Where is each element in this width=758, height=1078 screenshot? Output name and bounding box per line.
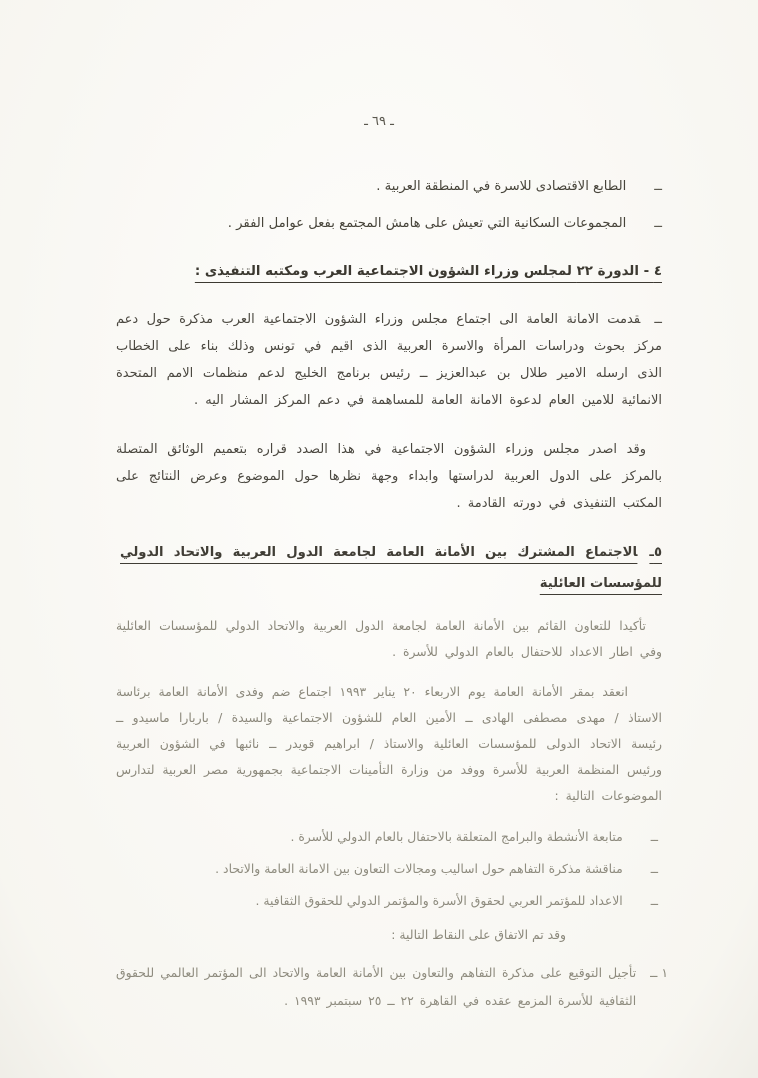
topics-list [116, 825, 658, 913]
list-item [116, 857, 658, 881]
section5-number: ٥ـ [649, 545, 662, 560]
section4-heading: ٤ - الدورة ٢٢ لمجلس وزراء الشؤون الاجتماعية العرب ومكتبه التنفيذى : [194, 264, 662, 279]
list-item-text: الطابع الاقتصادى للاسرة في المنطقة العربية . [376, 179, 627, 194]
page-content [0, 177, 758, 1015]
section4-paragraph-2: وقد اصدر مجلس وزراء الشؤون الاجتماعية في هذا الصدد قراره بتعميم الوثائق المتصلة بالمركز على الدول العربية لدراستها وابداء وجهة نظرها حول الموضوع وعرض النتائج على المكتب التنفيذى في دورته القادمة . [116, 442, 662, 511]
dash-marker: ــ [650, 829, 658, 844]
section5-heading [120, 537, 662, 599]
dash-marker: ــ [654, 179, 662, 194]
page-number: ـ ٦٩ ـ [364, 114, 394, 129]
list-item-text: الاعداد للمؤتمر العربي لحقوق الأسرة والمؤتمر الدولي للحقوق الثقافية . [255, 893, 623, 908]
point-text: تأجيل التوقيع على مذكرة التفاهم والتعاون بين الأمانة العامة والاتحاد الى المؤتمر العالمي للحقوق الثقافية للأسرة المزمع عقده في القاهرة ٢٢ ــ ٢٥ سبتمبر ١٩٩٣ . [116, 965, 637, 1008]
list-item-text: المجموعات السكانية التي تعيش على هامش المجتمع بفعل عوامل الفقر . [227, 216, 627, 231]
intro-list [116, 177, 662, 234]
list-item-text: متابعة الأنشطة والبرامج المتعلقة بالاحتفال بالعام الدولي للأسرة . [290, 829, 623, 844]
section5-heading-text: الاجتماع المشترك بين الأمانة العامة لجامعة الدول العربية والاتحاد الدولي للمؤسسات العائلية [120, 545, 662, 591]
dash-marker: ــ [650, 893, 658, 908]
numbered-point [116, 959, 668, 1015]
agreement-intro: وقد تم الاتفاق على النقاط التالية : [391, 927, 566, 942]
dash-marker: ــ [654, 216, 662, 231]
section4-paragraph-1 [116, 306, 662, 414]
dash-marker: ــ [650, 861, 658, 876]
section5-body [116, 613, 668, 1015]
section5-paragraph-1: تأكيدا للتعاون القائم بين الأمانة العامة لجامعة الدول العربية والاتحاد الدولي للمؤسسات العائلية وفي اطار الاعداد للاحتفال بالعام الدولي للأسرة . [116, 618, 662, 659]
paragraph-text: قدمت الامانة العامة الى اجتماع مجلس وزراء الشؤون الاجتماعية العرب مذكرة حول دعم مركز بحوث ودراسات المرأة والاسرة العربية الذى اقيم في تونس وذلك بناء على الخطاب الذى ارسله الامير طلال بن عبدالعزيز ــ رئيس برنامج الخليج لدعم منظمات الامم المتحدة الانمائية للامين العام لدعوة الامانة العامة للمساهمة في دعم المركز المشار اليه . [116, 312, 662, 408]
list-item [116, 889, 658, 913]
dash-marker: ــ [654, 312, 662, 327]
list-item [116, 177, 662, 197]
point-number: ١ ــ [650, 965, 668, 980]
list-item [116, 214, 662, 234]
list-item-text: مناقشة مذكرة التفاهم حول اساليب ومجالات التعاون بين الامانة العامة والاتحاد . [215, 861, 623, 876]
list-item [116, 825, 658, 849]
section5-paragraph-2: انعقد بمقر الأمانة العامة يوم الاربعاء ٢٠ يناير ١٩٩٣ اجتماع ضم وفدى الأمانة العامة برئاسة الاستاذ / مهدى مصطفى الهادى ــ الأمين العام للشؤون الاجتماعية والسيدة / باربارا ماسيدو ــ رئيسة الاتحاد الدولى للمؤسسات العائلية والاستاذ / ابراهيم قويدر ــ نائبها في الشؤون العربية ورئيس المنظمة العربية للأسرة ووفد من وزارة التأمينات الاجتماعية بجمهورية مصر العربية لتدارس الموضوعات التالية : [116, 684, 662, 803]
